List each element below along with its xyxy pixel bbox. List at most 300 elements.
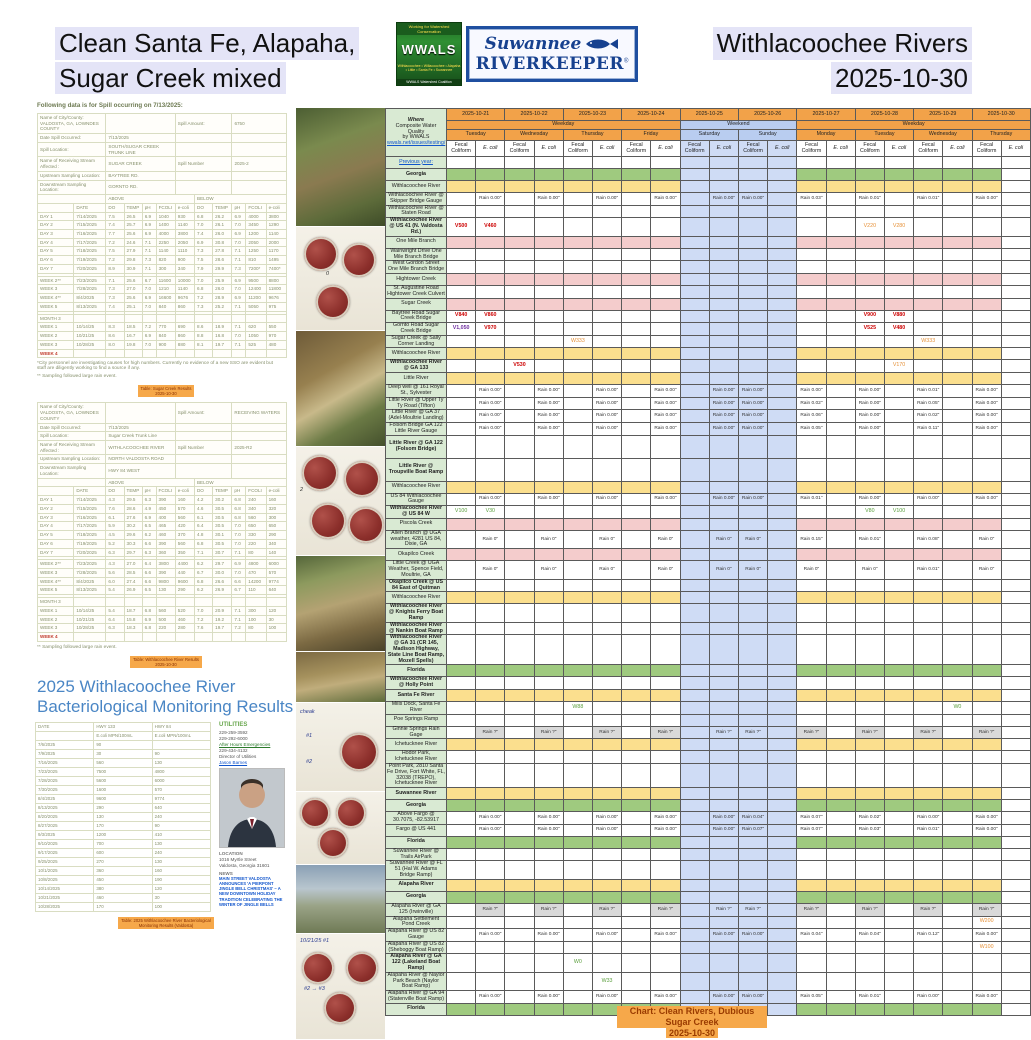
doc-data-cell [74,349,106,358]
table-cell [943,481,972,493]
wwals-testing-link[interactable]: wwals.net/issues/testing/ [387,140,446,147]
table-cell [505,800,534,812]
table-cell [943,373,972,385]
doc-info-cell: 2025-2 [232,157,287,171]
rain-value-cell: Rain 0" [738,530,767,548]
doc-data-cell [194,633,212,642]
doc-data-cell: 30.0 [213,568,232,577]
doc-data-cell: 560 [175,539,194,548]
table-cell [914,248,943,261]
table-cell [680,530,709,548]
director-name-link[interactable]: Jason Barnes [219,759,248,765]
doc-data-cell: WEEK 2 [38,615,74,624]
table-cell [768,335,797,348]
rain-value-cell: Rain 0.00" [592,929,621,942]
table-cell [943,285,972,298]
table-cell [447,422,476,435]
table-cell [592,879,621,891]
table-cell [534,549,563,561]
ecoli-header: E. coli [1001,141,1030,157]
table-cell [855,360,884,373]
doc-info-cell: 7/13/2025 [106,134,175,143]
doc-data-cell: 9600 [175,577,194,586]
table-cell [826,561,855,579]
table-cell [914,665,943,677]
table-cell [855,273,884,285]
table-cell [592,335,621,348]
table-cell [943,879,972,891]
address-line2: Valdosta, Georgia 31601 [219,862,270,868]
table-cell [797,635,826,665]
table-cell [680,385,709,398]
table-cell [563,273,592,285]
doc-data-cell: 300 [246,606,266,615]
doc-info-cell: BAYTREE RD. [106,171,175,180]
boat-ramp-photo [296,865,385,934]
table-cell [505,879,534,891]
table-cell [447,360,476,373]
doc-data-cell: 6.8 [195,285,213,294]
table-cell [505,285,534,298]
table-cell [563,690,592,702]
table-cell [1001,916,1030,929]
rain-value-cell: Rain 0" [476,561,505,579]
table-cell [534,604,563,622]
row-label: Suwannee River @ FL 51 (Hal W. Adams Bridge Ramp) [386,861,447,879]
table-cell [563,991,592,1004]
table-cell [680,848,709,861]
doc-data-cell: 1210 [156,285,175,294]
table-cell [943,458,972,481]
doc-info-cell: Sugar Creek Trunk Line [106,432,175,441]
fecal-coliform-header: Fecal Coliform [622,141,651,157]
table-cell [768,506,797,519]
table-cell [592,941,621,954]
doc-data-cell: 300 [156,264,175,273]
table-cell [1001,1003,1030,1015]
sample-value-cell: V860 [476,310,505,323]
doc-data-cell [232,349,246,358]
doc-data-cell: 570 [175,504,194,513]
table-cell [709,518,738,530]
table-cell [943,751,972,764]
table-cell [622,530,651,548]
table-cell [476,248,505,261]
table-cell [709,310,738,323]
rain-value-cell: Rain 0.00" [709,929,738,942]
doc-data-cell: 7.0 [232,539,246,548]
table-cell [768,916,797,929]
table-cell [563,561,592,579]
table-cell [1001,635,1030,665]
rain-value-cell: Rain 0.05" [797,422,826,435]
table-cell [914,690,943,702]
table-cell [563,481,592,493]
table-cell [622,677,651,690]
table-cell [622,836,651,848]
table-cell [476,891,505,903]
spill-report-documents [35,100,297,934]
doc-data-cell: 4800 [246,560,266,569]
table-cell [476,285,505,298]
doc-info-cell: Name of City/County: VALDOSTA, GA, LOWNDES COUNTY [38,403,106,423]
table-cell [622,310,651,323]
table-cell [797,604,826,622]
doc-data-cell: 27.9 [124,247,142,256]
rain-value-cell: Rain ?" [972,726,1001,739]
rain-value-cell: Rain ?" [709,726,738,739]
rain-value-cell: Rain 0.00" [738,410,767,423]
doc-data-cell: 6.9 [232,276,246,285]
table-cell [943,530,972,548]
doc-data-cell: 620 [246,323,266,332]
table-cell [826,518,855,530]
ecoli-header: E. coli [534,141,563,157]
table-cell [680,751,709,764]
table-cell [563,310,592,323]
doc-data-cell: 26.0 [213,285,232,294]
table-cell [797,690,826,702]
table-cell [972,518,1001,530]
previous-year-link[interactable]: Previous year: [399,158,433,165]
news-headline-link[interactable]: MAIN STREET VALDOSTA ANNOUNCES 'A PIERPONT JINGLE BELL CHRISTMAS' – A NEW DOWNTOWN HOLIDAY TRADITION CELEBRATING THE WINTER OF JINGLE BELLS [219,875,283,907]
table-cell [680,788,709,800]
table-cell [563,739,592,751]
table-cell [943,690,972,702]
table-cell [709,622,738,635]
doc-data-cell: 7.5 [106,247,124,256]
table-cell [709,604,738,622]
rain-value-cell: Rain 0" [476,530,505,548]
table-cell [622,397,651,410]
table-cell [768,848,797,861]
table-cell [592,579,621,592]
table-cell [738,348,767,360]
table-cell [972,635,1001,665]
doc-data-cell: 7.0 [195,221,213,230]
table-cell [1001,310,1030,323]
table-cell [943,579,972,592]
table-cell [651,800,680,812]
table-cell [855,348,884,360]
table-cell [505,481,534,493]
doc-data-cell [106,349,124,358]
doc-data-cell: 525 [246,340,266,349]
table-cell [563,836,592,848]
doc-data-cell: 7.0 [232,285,246,294]
rain-value-cell: Rain 0.02" [797,397,826,410]
table-cell [884,726,913,739]
doc-data-cell: 4.6 [194,504,212,513]
row-label: St. Augustine Road Hightower Creek Culvert [387,284,445,297]
row-label: Withlacoochee River [386,181,447,193]
table-cell [768,800,797,812]
fecal-coliform-header: Fecal Coliform [914,141,943,157]
after-hours-link[interactable]: After Hours Emergencies [219,741,271,747]
table-cell [797,739,826,751]
doc-data-cell: DAY 4 [38,238,74,247]
table-cell [476,181,505,193]
table-cell [563,248,592,261]
doc-info-cell: Name of Receiving Stream Affected : [38,157,106,171]
table-cell [738,506,767,519]
rain-value-cell: Rain 0.04" [855,929,884,942]
doc-data-cell: 820 [156,256,175,265]
table-cell [738,635,767,665]
table-cell [476,373,505,385]
table-cell [476,690,505,702]
doc-info-cell: Downstream Sampling Location: [38,180,106,194]
row-label: Alapaha River [386,879,447,891]
doc-data-cell: 450 [156,504,175,513]
table-cell [972,285,1001,298]
table-cell [855,879,884,891]
doc-info-cell: Upstream Sampling Location: [38,455,106,464]
doc-data-cell: 6.9 [142,230,156,239]
monitoring-cell: 30 [152,893,210,902]
date-header: 2025-10-27 [797,109,855,121]
table-cell [972,972,1001,990]
doc-data-cell: 30.2 [213,496,232,505]
table-cell [972,690,1001,702]
table-cell [505,836,534,848]
table-cell [1001,954,1030,972]
day-name-header: Monday [797,130,855,141]
table-cell [914,739,943,751]
petri-dish [344,461,380,497]
table-cell [972,714,1001,726]
table-cell [797,285,826,298]
rain-value-cell: Rain 0.00" [592,812,621,825]
doc-data-cell: 1400 [156,221,175,230]
table-cell [476,848,505,861]
table-cell [826,435,855,458]
doc-data-cell: 6.9 [142,294,156,303]
table-cell [592,205,621,218]
table-cell [622,941,651,954]
table-cell [505,916,534,929]
table-cell [447,604,476,622]
doc-data-cell: WEEK 1 [38,606,74,615]
table-cell [622,385,651,398]
table-cell [505,991,534,1004]
row-label: Alapaha River @ GA 94 (Statenville Boat Ramp) [386,991,447,1004]
table-cell [563,848,592,861]
table-cell [1001,929,1030,942]
doc-data-cell: 640 [266,586,286,595]
table-cell [447,493,476,506]
table-cell [534,702,563,715]
table-cell [447,861,476,879]
table-cell [505,205,534,218]
table-cell [972,549,1001,561]
table-cell [680,360,709,373]
doc-data-cell: 5.6 [106,568,124,577]
rain-value-cell: Rain 0.00" [738,991,767,1004]
table-cell [505,788,534,800]
doc-info-cell [175,455,232,464]
table-cell [534,592,563,604]
doc-data-cell: 6.8 [232,504,246,513]
doc-data-cell: 6.2 [194,586,212,595]
date-header: 2025-10-26 [738,109,796,121]
table-cell [797,763,826,787]
table-cell [768,435,797,458]
table-cell [884,739,913,751]
table-cell [826,169,855,181]
table-cell [738,916,767,929]
table-cell [563,665,592,677]
table-cell [797,518,826,530]
row-label: Mills Dock, Santa Fe River [386,702,447,715]
table-cell [855,690,884,702]
table-cell [592,751,621,764]
table-cell [651,348,680,360]
doc-data-cell: 2000 [266,238,286,247]
doc-info-cell [175,464,232,478]
table-cell [943,193,972,206]
table-cell [797,373,826,385]
table-cell [972,435,1001,458]
table-cell [563,549,592,561]
table-cell [797,954,826,972]
table-cell [476,714,505,726]
doc-data-cell: 30.3 [124,539,142,548]
table-cell [505,861,534,879]
doc-data-cell: 390 [156,539,175,548]
table-cell [855,169,884,181]
table-cell [709,273,738,285]
rain-value-cell: Rain 0.00" [592,385,621,398]
table-cell [592,236,621,248]
doc-data-cell: 19.7 [213,340,232,349]
table-cell [826,702,855,715]
table-cell [884,530,913,548]
rain-value-cell: Rain 0.00" [476,812,505,825]
table-cell [884,285,913,298]
doc-data-cell: 9676 [175,294,194,303]
doc-data-cell: 8/4/2025 [74,294,106,303]
table-cell [505,261,534,274]
table-cell [797,298,826,310]
rain-value-cell: Rain 0" [855,561,884,579]
table-cell [476,435,505,458]
table-cell [476,298,505,310]
table-cell [826,530,855,548]
creek-cascade-photo [296,108,385,227]
table-cell [447,954,476,972]
sample-value-cell: W0 [943,702,972,715]
row-label: Little River @ Troupville Boat Ramp [386,458,447,481]
table-cell [943,310,972,323]
doc-data-cell: 18.3 [124,624,142,633]
table-cell [534,677,563,690]
table-cell [768,751,797,764]
monitoring-cell: 1600 [94,785,152,794]
doc-data-cell: 1050 [246,332,266,341]
rocky-shoals-photo [296,331,385,447]
doc-data-cell: WEEK 3 [38,285,74,294]
doc-data-cell: 6.8 [194,539,212,548]
table-cell [534,916,563,929]
table-cell [826,422,855,435]
doc-data-cell [175,314,194,323]
table-cell [651,323,680,336]
rain-value-cell: Rain 0.00" [914,493,943,506]
doc-data-cell: 7/19/2025 [74,539,106,548]
table-cell [476,861,505,879]
doc-data-cell: 1250 [246,247,266,256]
doc-data-cell: 840 [156,332,175,341]
table-cell [505,690,534,702]
monitoring-cell: 380 [94,884,152,893]
table-cell [651,181,680,193]
doc-data-cell: 6.5 [142,522,156,531]
table-cell [884,800,913,812]
doc-data-cell: 400 [156,513,175,522]
table-cell [797,169,826,181]
table-cell [651,751,680,764]
row-label: Hightower Creek [386,273,447,285]
table-cell [738,335,767,348]
doc-data-cell: 7.1 [232,323,246,332]
monitoring-results-table [35,722,211,912]
petri-dish [302,455,338,491]
table-cell [797,941,826,954]
table-cell [914,157,943,169]
row-label: Sugar Creek @ Sally Corner Landing [386,335,447,348]
table-cell [622,561,651,579]
doc-data-cell: 1140 [175,221,194,230]
table-cell [680,714,709,726]
monitoring-cell: 9/3/2025 [36,830,94,839]
where-label: Where [407,116,425,123]
table-cell [826,157,855,169]
table-cell [943,929,972,942]
doc-data-cell [142,598,156,607]
table-cell [622,157,651,169]
rain-value-cell: Rain 0.04" [797,929,826,942]
table-cell [592,763,621,787]
table-cell [592,848,621,861]
table-cell [447,824,476,836]
table-cell [505,677,534,690]
table-cell [972,604,1001,622]
table-cell [884,1003,913,1015]
table-cell [447,1003,476,1015]
table-cell [943,410,972,423]
table-cell [738,714,767,726]
fecal-coliform-header: Fecal Coliform [447,141,476,157]
doc-data-cell: 24.6 [124,238,142,247]
doc-data-cell: 8/4/2025 [74,577,106,586]
rain-value-cell: Rain 0.00" [709,193,738,206]
table-cell [738,891,767,903]
doc-data-cell: 9774 [266,577,286,586]
doc-data-cell: 12400 [246,285,266,294]
table-cell [592,592,621,604]
table-cell [855,751,884,764]
table-cell [505,169,534,181]
table-cell [680,891,709,903]
table-cell [592,549,621,561]
table-cell [592,348,621,360]
table-cell [709,579,738,592]
doc-data-cell: 6.7 [142,276,156,285]
table-cell [826,458,855,481]
day-name-header: Thursday [972,130,1030,141]
table-cell [826,726,855,739]
